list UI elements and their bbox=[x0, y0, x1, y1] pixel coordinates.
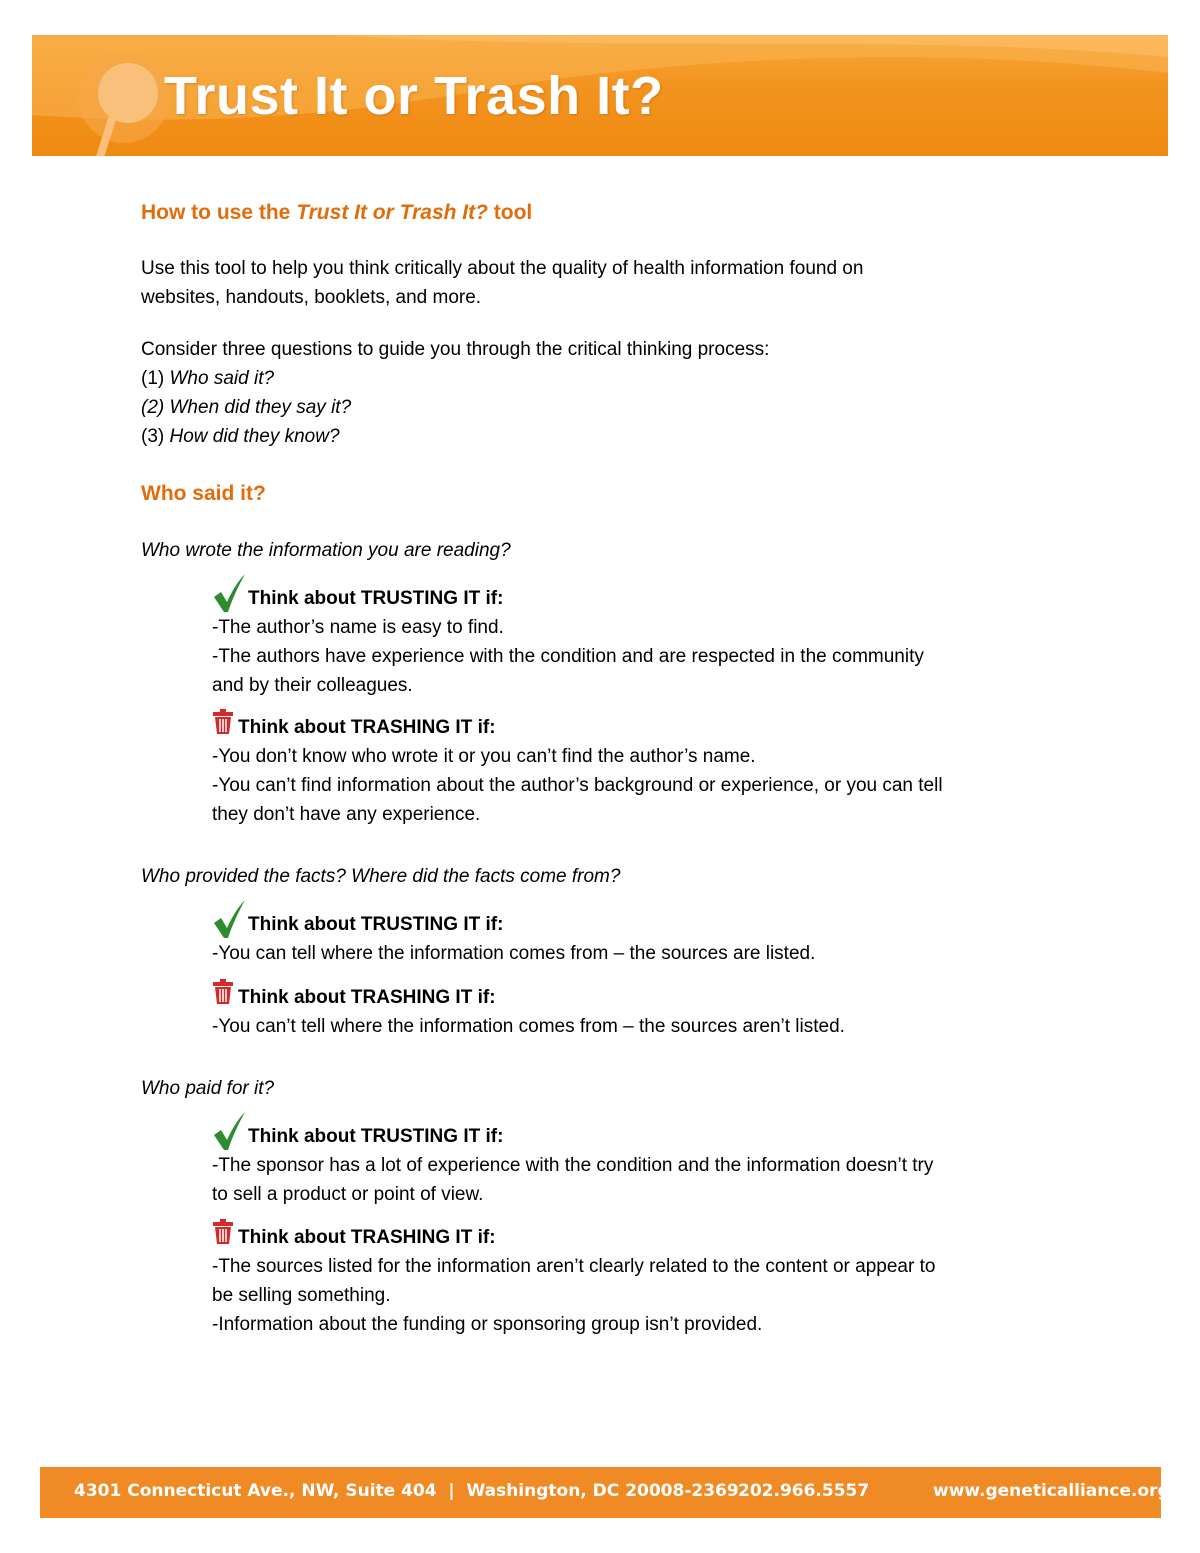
check-mark-icon bbox=[212, 1111, 246, 1151]
group-2-trash-line-1: -You can’t tell where the information comes from – the sources aren’t listed. bbox=[212, 1016, 845, 1037]
group-1-trash-line-1: -You don’t know who wrote it or you can’t find the author’s name. bbox=[212, 746, 756, 767]
group-3-trash-line-3: -Information about the funding or sponsoring group isn’t provided. bbox=[212, 1314, 763, 1335]
intro-paragraph-1 bbox=[141, 254, 1041, 312]
magnifier-icon bbox=[66, 45, 176, 156]
footer-phone: 202.966.5557 bbox=[738, 1481, 870, 1501]
intro-heading bbox=[141, 201, 532, 225]
group-2-question: Who provided the facts? Where did the facts come from? bbox=[141, 866, 621, 887]
question-3-text: How did they know? bbox=[169, 426, 340, 447]
question-1-number: (1) bbox=[141, 368, 170, 389]
group-1-trust-line-1: -The author’s name is easy to find. bbox=[212, 617, 504, 638]
group-3-trash-line-1: -The sources listed for the information aren’t clearly related to the content or appear to bbox=[212, 1256, 936, 1277]
intro-heading-post: tool bbox=[487, 201, 533, 224]
group-1-trash-line-3: they don’t have any experience. bbox=[212, 804, 481, 825]
intro-heading-italic: Trust It or Trash It? bbox=[296, 201, 488, 224]
trash-label: Think about TRASHING IT if: bbox=[238, 717, 496, 738]
group-2-trust-block bbox=[212, 899, 1072, 968]
group-3-trash-block bbox=[212, 1219, 1072, 1339]
trash-label: Think about TRASHING IT if: bbox=[238, 1227, 496, 1248]
group-2-trust-line-1: -You can tell where the information comes from – the sources are listed. bbox=[212, 943, 816, 964]
group-2-trash-block bbox=[212, 979, 1072, 1041]
check-mark-icon bbox=[212, 899, 246, 939]
trust-label: Think about TRUSTING IT if: bbox=[248, 1126, 504, 1147]
group-1-question: Who wrote the information you are reading? bbox=[141, 540, 511, 561]
question-3-number: (3) bbox=[141, 426, 170, 447]
question-1-text: Who said it? bbox=[169, 368, 275, 389]
group-3-trust-line-2: to sell a product or point of view. bbox=[212, 1184, 484, 1205]
footer-website[interactable]: www.geneticalliance.org bbox=[933, 1481, 1170, 1501]
footer-bar bbox=[40, 1467, 1170, 1518]
intro-heading-pre: How to use the bbox=[141, 201, 297, 224]
question-2: (2) When did they say it? bbox=[141, 397, 352, 418]
intro-paragraph-2 bbox=[141, 335, 1041, 451]
section-heading: Who said it? bbox=[141, 482, 266, 505]
group-1-trust-line-2: -The authors have experience with the condition and are respected in the community bbox=[212, 646, 924, 667]
group-3-trust-line-1: -The sponsor has a lot of experience with the condition and the information doesn’t try bbox=[212, 1155, 934, 1176]
question-1 bbox=[141, 364, 1041, 393]
footer-address: 4301 Connecticut Ave., NW, Suite 404 | Washington, DC 20008-2369 bbox=[74, 1481, 739, 1501]
trash-can-icon bbox=[212, 979, 234, 1005]
group-3-trash-line-2: be selling something. bbox=[212, 1285, 391, 1306]
trust-label: Think about TRUSTING IT if: bbox=[248, 914, 504, 935]
group-1-trash-block bbox=[212, 709, 1072, 829]
trash-can-icon bbox=[212, 709, 234, 735]
trash-label: Think about TRASHING IT if: bbox=[238, 987, 496, 1008]
group-3-trust-block bbox=[212, 1111, 1072, 1209]
check-mark-icon bbox=[212, 573, 246, 613]
trust-label: Think about TRUSTING IT if: bbox=[248, 588, 504, 609]
header-banner bbox=[32, 35, 1168, 156]
intro-para2: Consider three questions to guide you through the critical thinking process: bbox=[141, 339, 770, 360]
intro-para1-line1: Use this tool to help you think critically about the quality of health information found on bbox=[141, 258, 864, 279]
intro-para1-line2: websites, handouts, booklets, and more. bbox=[141, 287, 482, 308]
trash-can-icon bbox=[212, 1219, 234, 1245]
page-title: Trust It or Trash It? bbox=[164, 66, 664, 126]
group-1-trust-block bbox=[212, 573, 1072, 700]
group-3-question: Who paid for it? bbox=[141, 1078, 275, 1099]
question-3 bbox=[141, 422, 1041, 451]
group-1-trash-line-2: -You can’t find information about the author’s background or experience, or you can tell bbox=[212, 775, 943, 796]
group-1-trust-line-3: and by their colleagues. bbox=[212, 675, 413, 696]
